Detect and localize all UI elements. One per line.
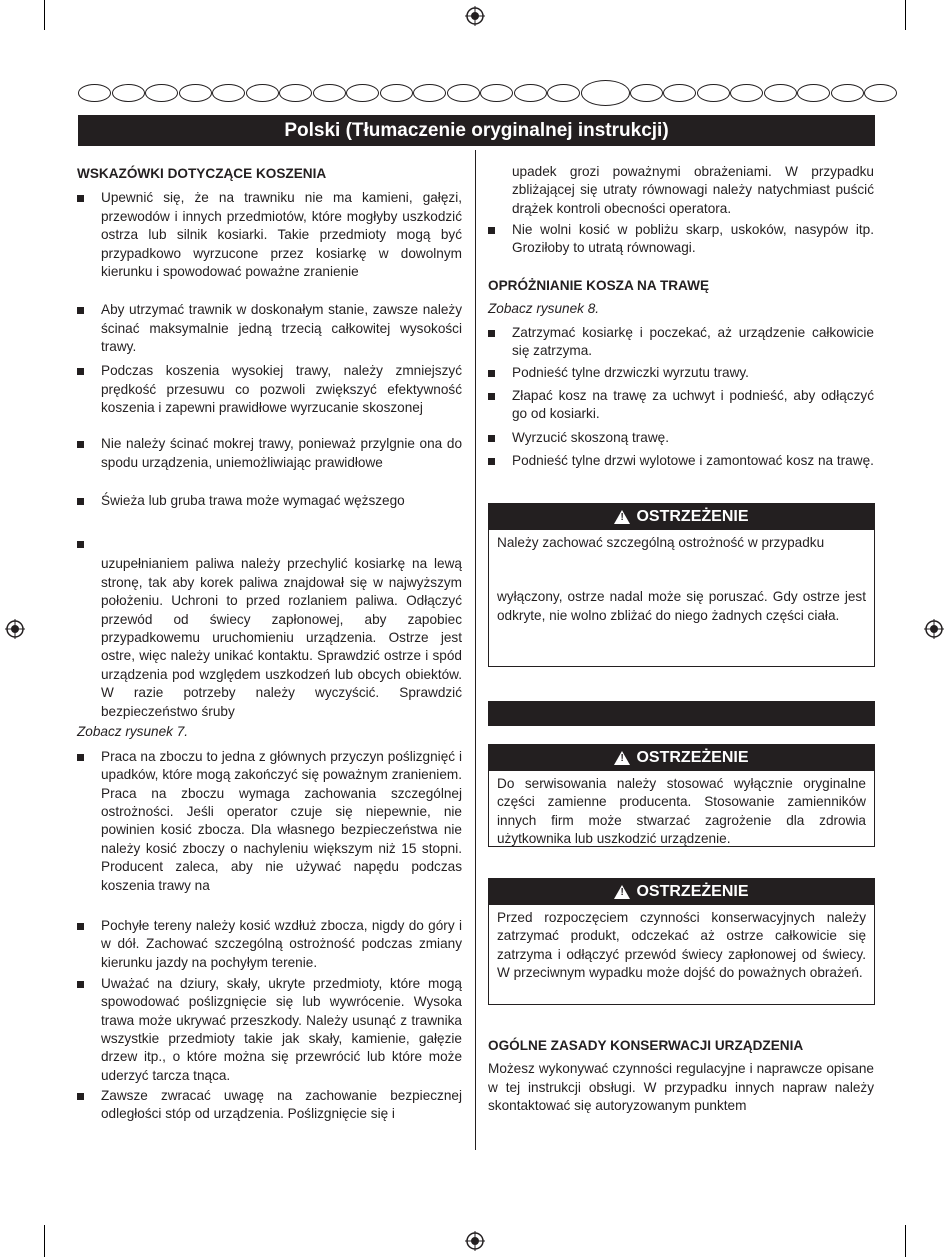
list-item: Pochyłe tereny należy kosić wzdłuż zbocza, nigdy do góry i w dół. Zachować szczególną ostrożność podczas zmiany kierunku jazdy na pochyłym terenie. — [77, 917, 462, 975]
language-tab-oval — [145, 84, 178, 102]
warning-box — [488, 744, 875, 847]
list-item: Świeża lub gruba trawa może wymagać węższego — [77, 492, 462, 535]
language-tab-oval — [730, 84, 763, 102]
language-tab-oval — [480, 84, 513, 102]
paragraph: Możesz wykonywać czynności regulacyjne i naprawcze opisane w tej instrukcji obsługi. W przypadku innych napraw należy skontaktować się autoryzowanym punktem — [488, 1061, 874, 1114]
bullet-square-icon — [488, 435, 495, 442]
left-column — [77, 165, 462, 1124]
warning-text: Należy zachować szczególną ostrożność w przypadku wyłączony, ostrze nadal może się poruszać. Gdy ostrze jest odkryte, nie wolno zbliżać do niego żadnych części ciała. — [497, 535, 866, 623]
list-item-continued: upadek grozi poważnymi obrażeniami. W przypadku zbliżającej się utraty równowagi należy natychmiast puścić drążek kontroli obecności operatora. — [512, 164, 874, 216]
list-item: Zatrzymać kosiarkę i poczekać, aż urządzenie całkowicie się zatrzyma. — [488, 324, 874, 364]
bullet-square-icon — [77, 754, 84, 761]
warning-header: ! OSTRZEŻENIE — [489, 745, 874, 771]
section-bar — [488, 701, 875, 726]
warning-box — [488, 878, 875, 1005]
bullet-square-icon — [77, 441, 84, 448]
bullet-square-icon — [77, 1093, 84, 1100]
language-tab-oval — [764, 84, 797, 102]
bullet-square-icon — [488, 458, 495, 465]
bullet-square-icon — [488, 370, 495, 377]
crop-mark — [44, 1225, 45, 1257]
column-divider — [475, 150, 476, 1150]
language-tab-oval — [380, 84, 413, 102]
bullet-square-icon — [77, 195, 84, 202]
language-tab-oval — [346, 84, 379, 102]
language-tab-oval — [279, 84, 312, 102]
language-tab-oval — [547, 84, 580, 102]
bullet-square-icon — [488, 330, 495, 337]
language-tab-oval — [831, 84, 864, 102]
bullet-square-icon — [77, 923, 84, 930]
language-tab-oval — [864, 84, 897, 102]
maintenance-section — [488, 1037, 874, 1116]
crop-mark — [905, 1225, 906, 1257]
language-tab-oval — [179, 84, 212, 102]
language-tab-oval — [447, 84, 480, 102]
language-tab-oval — [663, 84, 696, 102]
figure-reference: Zobacz rysunek 8. — [488, 301, 600, 317]
bullet-square-icon — [488, 227, 495, 234]
language-tab-oval — [514, 84, 547, 102]
bullet-square-icon — [77, 368, 84, 375]
list-item: Wyrzucić skoszoną trawę. — [488, 429, 874, 452]
section-heading-empty-bag: OPRÓŻNIANIE KOSZA NA TRAWĘ — [488, 278, 710, 293]
registration-mark-icon — [924, 619, 944, 639]
language-tab-oval — [413, 84, 446, 102]
list-item: Podczas koszenia wysokiej trawy, należy zmniejszyć prędkość przesuwu co pozwoli zwiększyć efektywność koszenia i zapewni prawidłowe wyrzucanie skoszonej — [77, 362, 462, 435]
list-item: uzupełnianiem paliwa należy przechylić kosiarkę na lewą stronę, tak aby korek paliwa znajdował się w najwyższym położeniu. Uchroni to przed rozlaniem paliwa. Odłączyć przewód od świecy zapłonowej, aby zapobiec przypadkowemu uruchomieniu urządzenia. Ostrze jest ostre, więc należy unikać kontaktu. Sprawdzić ostrze i spód urządzenia pod względem uszkodzeń lub obcych obiektów. W razie potrzeby należy wyczyścić. Sprawdzić bezpieczeństwo śruby — [101, 556, 462, 719]
list-item: Nie należy ścinać mokrej trawy, ponieważ przylgnie ona do spodu urządzenia, uniemożliwiając prawidłowe — [77, 435, 462, 492]
list-item: Praca na zboczu to jedna z głównych przyczyn poślizgnięć i upadków, które mogą zakończyć się poważnym zranieniem. Praca na zboczu wymaga zachowania szczególnej ostrożności. Jeśli operator czuje się niepewnie, nie powinien kosić zbocza. Dla własnego bezpieczeństwa nie należy kosić zboczy o nachyleniu większym niż 15 stopni. Producent zaleca, aby nie używać napędu podczas koszenia trawy na — [77, 748, 462, 917]
language-tabs — [78, 80, 878, 106]
warning-header: ! OSTRZEŻENIE — [489, 504, 874, 530]
list-item: Upewnić się, że na trawniku nie ma kamieni, gałęzi, przewodów i innych przedmiotów, które mogłyby uszkodzić ostrza lub silnik kosiarki. Takie przedmioty mogą być przypadkowo wyrzucone przez kosiarkę w dowolnym kierunku i spowodować poważne zranienie — [77, 189, 462, 301]
list-item: Złapać kosz na trawę za uchwyt i podnieść, aby odłączyć go od kosiarki. — [488, 387, 874, 429]
bullet-square-icon — [77, 498, 84, 505]
language-tab-oval — [112, 84, 145, 102]
bullet-square-icon — [77, 981, 84, 988]
language-tab-oval — [697, 84, 730, 102]
language-tab-oval — [212, 84, 245, 102]
crop-mark — [905, 0, 906, 30]
warning-text: Przed rozpoczęciem czynności konserwacyjnych należy zatrzymać produkt, odczekać aż ostrze całkowicie się zatrzyma i odłączyć przewód świecy zapłonowej od świecy. W przeciwnym wypadku może dojść do poważnych obrażeń. — [497, 910, 866, 981]
language-tab-oval — [630, 84, 663, 102]
list-item: Nie wolni kosić w pobliżu skarp, uskoków, nasypów itp. Groziłoby to utratą równowagi. — [488, 221, 874, 271]
language-tab-oval — [797, 84, 830, 102]
bullet-square-icon — [77, 307, 84, 314]
page-title: Polski (Tłumaczenie oryginalnej instrukcji) — [78, 115, 875, 146]
list-item: Podnieść tylne drzwi wylotowe i zamontować kosz na trawę. — [488, 452, 874, 470]
language-tab-oval — [246, 84, 279, 102]
registration-mark-icon — [465, 6, 485, 26]
list-item: Zawsze zwracać uwagę na zachowanie bezpiecznej odległości stóp od urządzenia. Poślizgnięcie się i — [77, 1087, 462, 1124]
warning-triangle-icon: ! — [614, 751, 630, 765]
language-tab-oval — [78, 84, 111, 102]
language-tab-oval — [581, 80, 630, 106]
warning-triangle-icon: ! — [614, 885, 630, 899]
section-heading-maintenance: OGÓLNE ZASADY KONSERWACJI URZĄDZENIA — [488, 1038, 804, 1053]
warning-box — [488, 503, 875, 667]
language-tab-oval — [313, 84, 346, 102]
figure-reference: Zobacz rysunek 7. — [77, 724, 189, 740]
registration-mark-icon — [465, 1231, 485, 1251]
bullet-square-icon — [77, 541, 84, 548]
warning-header: ! OSTRZEŻENIE — [489, 879, 874, 905]
registration-mark-icon — [5, 619, 25, 639]
list-item: Aby utrzymać trawnik w doskonałym stanie, zawsze należy ścinać maksymalnie jedną trzecią całkowitej wysokości trawy. — [77, 301, 462, 362]
section-heading-mowing-tips: WSKAZÓWKI DOTYCZĄCE KOSZENIA — [77, 166, 327, 181]
list-item: Podnieść tylne drzwiczki wyrzutu trawy. — [488, 364, 874, 387]
warning-triangle-icon: ! — [614, 510, 630, 524]
crop-mark — [44, 0, 45, 30]
warning-text: Do serwisowania należy stosować wyłącznie oryginalne części zamienne producenta. Stosowanie zamienników innych firm może stwarzać zagrożenie dla zdrowia użytkownika lub uszkodzić urządzenie. — [497, 776, 866, 847]
bullet-square-icon — [488, 393, 495, 400]
right-column — [488, 163, 874, 470]
list-item: Uważać na dziury, skały, ukryte przedmioty, które mogą spowodować poślizgnięcie się lub wywrócenie. Wysoka trawa może ukrywać przeszkody. Należy usunąć z trawnika wszystkie przedmioty takie jak skały, kamienie, gałęzie drzew itp., o które można się przewrócić lub które może uderzyć tarcza tnąca. — [77, 975, 462, 1087]
list-item — [77, 535, 462, 555]
